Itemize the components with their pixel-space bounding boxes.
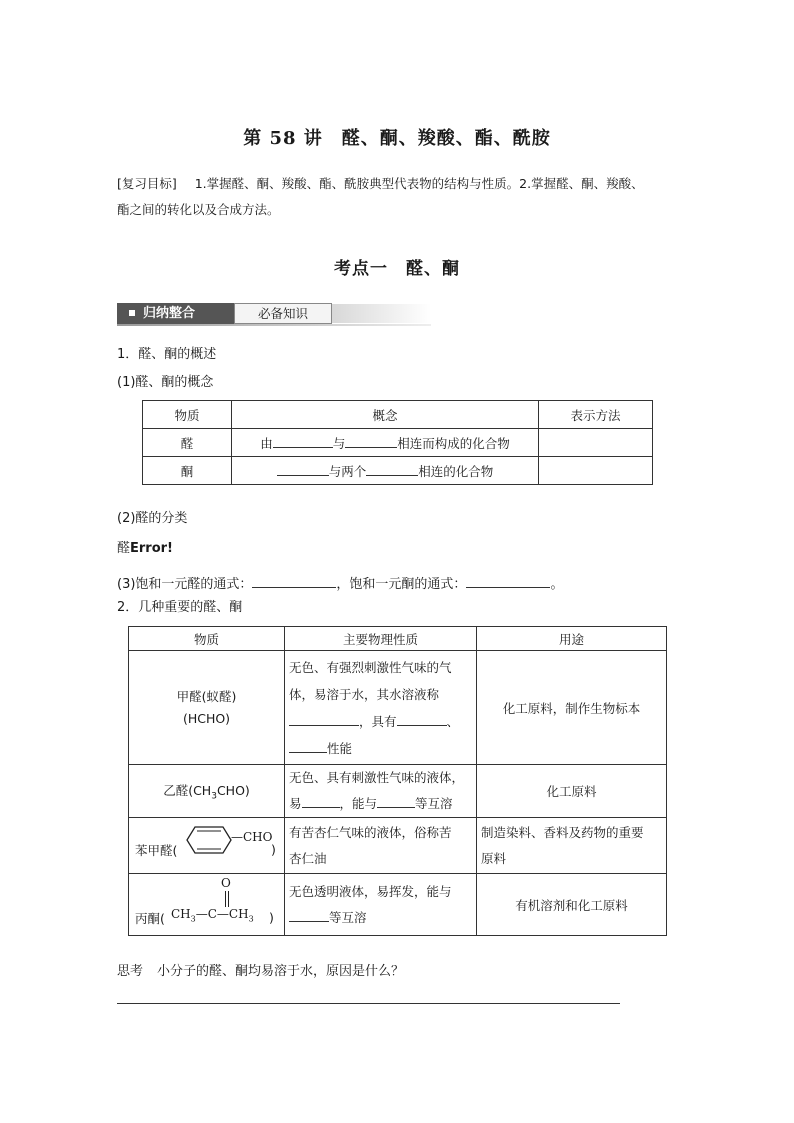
aldehyde-table (128, 626, 667, 936)
goals-line1: 1.掌握醛、酮、羧酸、酯、酰胺典型代表物的结构与性质。2.掌握醛、酮、羧酸、 (194, 176, 644, 191)
review-goals (117, 171, 677, 223)
cell-property: 无色、有强烈刺激性气味的气 体，易溶于水，其水溶液称 ，具有 、 性能 (285, 651, 477, 765)
cell-concept: 与两个 相连的化合物 (232, 457, 539, 485)
table-header: 主要物理性质 (285, 627, 477, 651)
cell-use: 化工原料，制作生物标本 (477, 651, 667, 765)
cell-method (539, 457, 653, 485)
banner-divider (117, 324, 431, 326)
cell-concept: 由 与 相连而构成的化合物 (232, 429, 539, 457)
table-header: 物质 (129, 627, 285, 651)
cell-property: 有苦杏仁气味的液体，俗称苦 杏仁油 (285, 818, 477, 874)
fill-blank (397, 711, 447, 726)
table-header: 物质 (143, 401, 232, 429)
heading-1: 1．醛、酮的概述 (117, 347, 217, 362)
cell-property: 无色透明液体，易挥发，能与 等互溶 (285, 874, 477, 936)
table-row (143, 457, 653, 485)
benzene-ring-icon (185, 824, 233, 856)
sub-heading-2: (2)醛的分类 (117, 511, 188, 526)
fill-blank (289, 711, 359, 726)
heading-2: 2．几种重要的醛、酮 (117, 600, 243, 615)
fill-blank (302, 793, 340, 808)
fill-blank (289, 738, 327, 753)
fill-blank (345, 433, 397, 448)
formula-line: (3)饱和一元醛的通式： ，饱和一元酮的通式： 。 (117, 573, 563, 595)
table-row (129, 874, 667, 936)
fill-blank (277, 461, 329, 476)
table-row (129, 765, 667, 818)
sub-heading-1: (1)醛、酮的概念 (117, 375, 214, 390)
cell-use: 化工原料 (477, 765, 667, 818)
double-bond-line (228, 891, 229, 907)
table-row (129, 818, 667, 874)
fill-blank (289, 907, 329, 922)
think-label: 思考 (117, 964, 144, 979)
double-bond-line (225, 891, 226, 907)
fill-blank (377, 793, 415, 808)
think-text: 小分子的醛、酮均易溶于水，原因是什么？ (157, 964, 405, 979)
banner-light-label: 必备知识 (234, 303, 332, 324)
section-title: 考点一 醛、酮 (334, 259, 460, 279)
cell-use: 制造染料、香料及药物的重要 原料 (477, 818, 667, 874)
cell-name: 丙酮( O $CH_3—C—CH_3$ ) (129, 874, 285, 936)
goals-label: [复习目标] (117, 176, 177, 191)
cell-name: 甲醛(蚁醛) (HCHO) (129, 651, 285, 765)
banner-dark-label: 归纳整合 (143, 306, 196, 321)
fill-blank (273, 433, 333, 448)
fill-blank (252, 573, 336, 588)
cell-name: 酮 (143, 457, 232, 485)
concept-table (142, 400, 653, 485)
cell-name: 醛 (143, 429, 232, 457)
table-header: 用途 (477, 627, 667, 651)
cell-name: 乙醛$(CH_3CHO)$ (129, 765, 285, 818)
table-header: 概念 (232, 401, 539, 429)
square-icon (129, 310, 135, 316)
fill-blank (366, 461, 418, 476)
table-row (143, 429, 653, 457)
error-text: Error! (130, 541, 173, 556)
error-line: 醛Error! (117, 541, 173, 556)
cell-method (539, 429, 653, 457)
think-question (117, 962, 404, 982)
table-header: 表示方法 (539, 401, 653, 429)
cell-property: 无色、具有刺激性气味的液体， 易 ，能与 等互溶 (285, 765, 477, 818)
fill-blank (466, 573, 550, 588)
page-title: 第 58 讲 醛、酮、羧酸、酯、酰胺 (243, 128, 551, 149)
table-row (129, 651, 667, 765)
answer-line (117, 1003, 620, 1004)
section-banner (117, 303, 431, 327)
cell-use: 有机溶剂和化工原料 (477, 874, 667, 936)
goals-line2: 酯之间的转化以及合成方法。 (117, 202, 280, 217)
cell-name: 苯甲醛( —CHO ) (129, 818, 285, 874)
